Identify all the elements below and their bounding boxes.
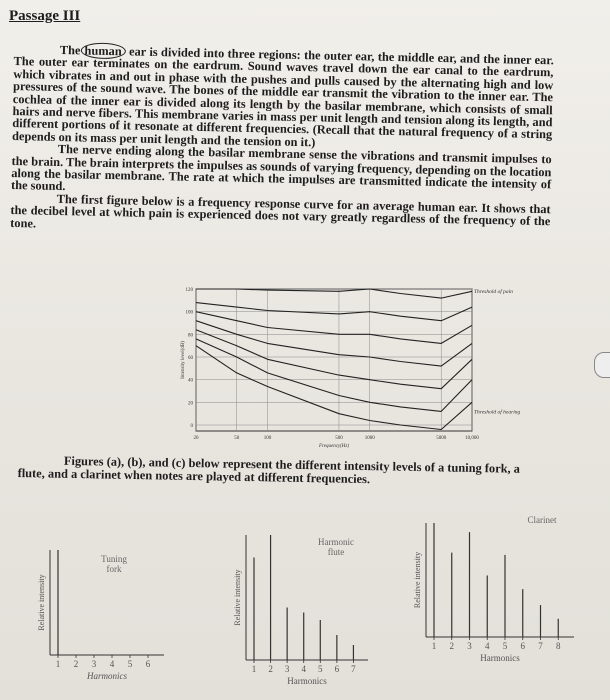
y-tick-label: 60 (188, 356, 193, 361)
chart-title: Clarinet (527, 515, 557, 525)
curve-contour-80 (196, 312, 472, 344)
tuning-fork-chart (24, 520, 204, 690)
p1-lead: The (59, 42, 81, 58)
chart-title: fork (106, 564, 122, 574)
curve-contour-60 (196, 321, 472, 366)
harmonic-tick-label: 2 (449, 641, 454, 651)
y-axis-label: Relative intensity (37, 574, 46, 631)
frequency-response-chart (176, 283, 546, 453)
harmonic-tick-label: 2 (268, 664, 273, 674)
paragraph-1 (12, 43, 554, 154)
harmonic-tick-label: 3 (284, 664, 290, 674)
x-tick-label: 1000 (364, 436, 375, 441)
y-tick-label: 80 (188, 333, 193, 339)
harmonic-tick-label: 6 (520, 641, 525, 651)
x-axis-label: Frequency(Hz) (318, 444, 350, 449)
y-axis-label: Relative intensity (413, 551, 422, 609)
p1-rest: ear is divided into three regions: the outer ear, the middle ear, and the inner ear. The outer ear terminates on the eardrum. Sound waves travel down the ear canal to the eardrum, which vibrates in and out in phase with the pushes and pulls caused by the alternating high and low pressures of the sound wave. The bones of the middle ear transmit the vibration to the inner ear. The cochlea of the inner ear is divided along its length by the basilar membrane, which consists of small hairs and nerve fibers. This membrane varies in mass per unit length and tension along its length, and different portions of it resonate at different frequencies. (Recall that the natural frequency of a string depends on its mass per unit length and the tension on it.) (11, 44, 554, 150)
harmonic-tick-label: 1 (251, 664, 257, 674)
y-axis-label: Relative intensity (233, 569, 242, 626)
x-tick-label: 100 (263, 436, 272, 441)
harmonic-tick-label: 2 (73, 659, 79, 669)
side-tab-icon (594, 352, 610, 378)
chart-title: flute (327, 547, 345, 557)
y-tick-label: 0 (190, 424, 193, 429)
paragraph-3: The first figure below is a frequency response curve for an average human ear. It shows that the decibel level at which pain is experienced does not vary greatly regardless of the frequency of the tone. (10, 191, 551, 231)
harmonic-tick-label: 3 (91, 659, 97, 669)
hearing-threshold-label: Threshold of hearing (474, 409, 521, 416)
flute-figure (218, 515, 388, 695)
harmonic-tick-label: 4 (301, 664, 306, 674)
harmonic-tick-label: 5 (318, 664, 323, 674)
harmonic-tick-label: 6 (145, 659, 151, 669)
y-tick-label: 20 (188, 401, 193, 407)
harmonic-tick-label: 5 (502, 641, 508, 651)
x-axis-label: Harmonics (87, 671, 127, 681)
x-tick-label: 20 (193, 436, 199, 441)
x-tick-label: 5000 (436, 436, 447, 441)
x-tick-label: 10,000 (465, 436, 479, 441)
y-tick-label: 100 (185, 310, 193, 316)
x-tick-label: 50 (234, 436, 240, 441)
clarinet-chart (402, 505, 582, 680)
y-tick-label: 40 (188, 378, 193, 384)
x-axis-label: Harmonics (287, 676, 327, 686)
pain-threshold-label: Threshold of pain (474, 289, 513, 295)
paragraph-2: The nerve ending along the basilar membrane sense the vibrations and transmit impulses to the brain. The brain interprets the impulses as sounds of varying frequency, depending on the location along the basilar membrane. The rate at which the impulses are transmitted indicate the intensity of the sound. (10, 142, 552, 194)
passage-title: Passage III (9, 8, 81, 24)
y-axis-label: Intensity level(dB) (181, 341, 186, 379)
x-axis-label: Harmonics (480, 653, 520, 663)
harmonic-tick-label: 4 (109, 659, 115, 669)
chart-title: Harmonic (318, 537, 354, 547)
harmonic-tick-label: 4 (485, 641, 490, 651)
chart-title: Tuning (101, 554, 127, 564)
tuning-fork-figure (24, 520, 204, 690)
passage-body (10, 43, 554, 240)
harmonic-tick-label: 1 (431, 641, 437, 651)
circled-word: human (80, 42, 126, 59)
harmonic-tick-label: 6 (334, 664, 340, 674)
harmonic-tick-label: 1 (55, 659, 61, 669)
paragraph-4: Figures (a), (b), and (c) below represent the different intensity levels of a tuning fork, a flute, and a clarinet when notes are played at different frequencies. (17, 453, 521, 487)
harmonic-tick-label: 5 (127, 659, 133, 669)
flute-chart (218, 515, 388, 695)
clarinet-figure (402, 505, 582, 680)
harmonic-tick-label: 8 (556, 641, 561, 651)
curve-contour-20 (196, 339, 472, 412)
figures-caption (18, 454, 538, 489)
curve-threshold-of-pain (196, 289, 472, 298)
x-tick-label: 500 (335, 436, 343, 441)
frequency-response-figure (176, 283, 546, 453)
harmonic-tick-label: 7 (538, 641, 543, 651)
harmonic-tick-label: 7 (351, 664, 356, 674)
harmonic-tick-label: 3 (467, 641, 472, 651)
y-tick-label: 120 (185, 288, 193, 293)
